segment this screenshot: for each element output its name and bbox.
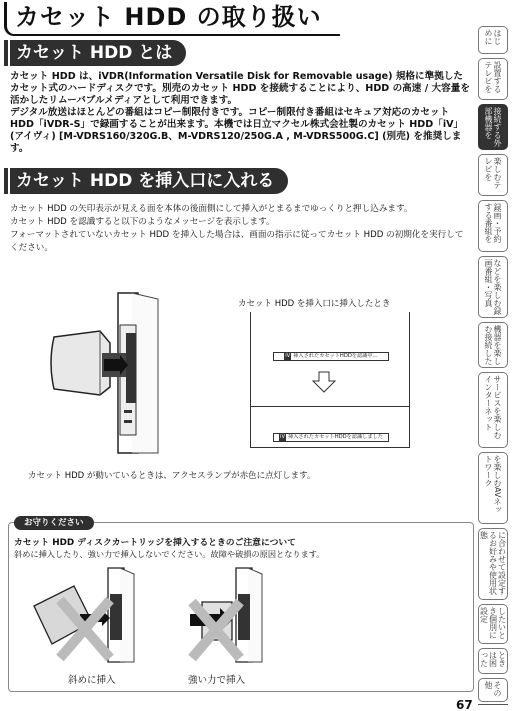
tab-record[interactable]: 録画・予約する番組を bbox=[478, 200, 508, 252]
tab-individual[interactable]: したいとき個別に設定 bbox=[478, 604, 508, 644]
recognizing-message bbox=[273, 352, 389, 361]
about-paragraph-2: デジタル放送はほとんどの番組はコピー制限付きです。コピー制限付き番組はセキュア対応のカセット HDD「iVDR-S」で録画することが出来ます。本機では日立マクセル株式会社製のカセット HDD「iV」(アイヴィ) [M-VDRS160/320G.B、M-VDRS120/250G.A , M-VDRS500G.C] (別売) を推奨します。 bbox=[10, 107, 464, 154]
diagonal-insert-illustration bbox=[30, 562, 150, 666]
recognized-text: 挿入されたカセットHDDを認識しました bbox=[288, 434, 383, 440]
tab-trouble[interactable]: ときは困った bbox=[478, 648, 508, 674]
down-arrow-icon bbox=[312, 371, 336, 393]
tab-av-network[interactable]: を楽しむAVネットワーク bbox=[478, 452, 508, 524]
screen-caption: カセット HDD を挿入口に挿入したとき bbox=[238, 299, 391, 309]
ivdr-tag: iV bbox=[285, 353, 291, 359]
page-number: 67 bbox=[456, 698, 473, 711]
page-title: カセット HDD の取り扱い bbox=[4, 2, 340, 36]
page-number-rule bbox=[478, 704, 508, 705]
caution-title: カセット HDD ディスクカートリッジを挿入するときのご注意について bbox=[14, 538, 296, 548]
tab-playback[interactable]: などを楽しむ録画番組・写真 bbox=[478, 256, 508, 318]
insert-paragraph-3: フォーマットされていないカセット HDD を挿入した場合は、画面の指示に従ってカセット HDD の初期化を実行してください。 bbox=[10, 230, 464, 253]
forced-insert-illustration bbox=[180, 562, 300, 666]
caption-forced: 強い力で挿入 bbox=[188, 675, 246, 686]
section-heading-insert: カセット HDD を挿入口に入れる bbox=[10, 168, 288, 194]
about-paragraph-1: カセット HDD は、iVDR(Information Versatile Disk for Removable usage) 規格に準拠したカセット式のハードディスクです。別売のカセット HDD を接続することにより、HDD の高速 / 大容量を活かしたリムーバブルメディアとして利用できます。 bbox=[10, 71, 470, 106]
insert-illustration bbox=[40, 285, 170, 455]
insert-paragraph-1: カセット HDD の矢印表示が見える面を本体の後面側にして挿入がとまるまでゆっくりと押し込みます。 bbox=[10, 204, 413, 214]
screen-after bbox=[250, 398, 410, 448]
caution-body: 斜めに挿入したり、強い力で挿入しないでください。故障や破損の原因となります。 bbox=[14, 549, 325, 559]
recognizing-text: 挿入されたカセットHDDを認識中… bbox=[293, 353, 378, 359]
tab-watch[interactable]: 楽しむテレビを bbox=[478, 154, 508, 196]
section-heading-about: カセット HDD とは bbox=[10, 40, 186, 66]
tab-connect[interactable]: 接続する外部機器を bbox=[478, 104, 508, 150]
ivdr-tag: iV bbox=[280, 434, 286, 440]
access-lamp-caption: カセット HDD が動いているときは、アクセスランプが赤色に点灯します。 bbox=[28, 471, 316, 481]
tab-intro[interactable]: はじめに bbox=[478, 26, 508, 54]
tab-install[interactable]: 設置するテレビを bbox=[478, 58, 508, 100]
insert-paragraph-2: カセット HDD を認識すると以下のようなメッセージを表示します。 bbox=[10, 217, 275, 227]
caption-diagonal: 斜めに挿入 bbox=[68, 675, 116, 686]
tab-devices[interactable]: 機器を楽しむ接続した bbox=[478, 322, 508, 368]
tab-other[interactable]: その他 bbox=[478, 678, 508, 702]
caution-label: お守りください bbox=[14, 516, 94, 530]
tab-internet[interactable]: サービスを楽しむインターネット bbox=[478, 372, 508, 448]
recognized-message bbox=[273, 433, 389, 442]
tab-settings[interactable]: に合わせて設定するお好みや使用状態 bbox=[478, 528, 508, 600]
